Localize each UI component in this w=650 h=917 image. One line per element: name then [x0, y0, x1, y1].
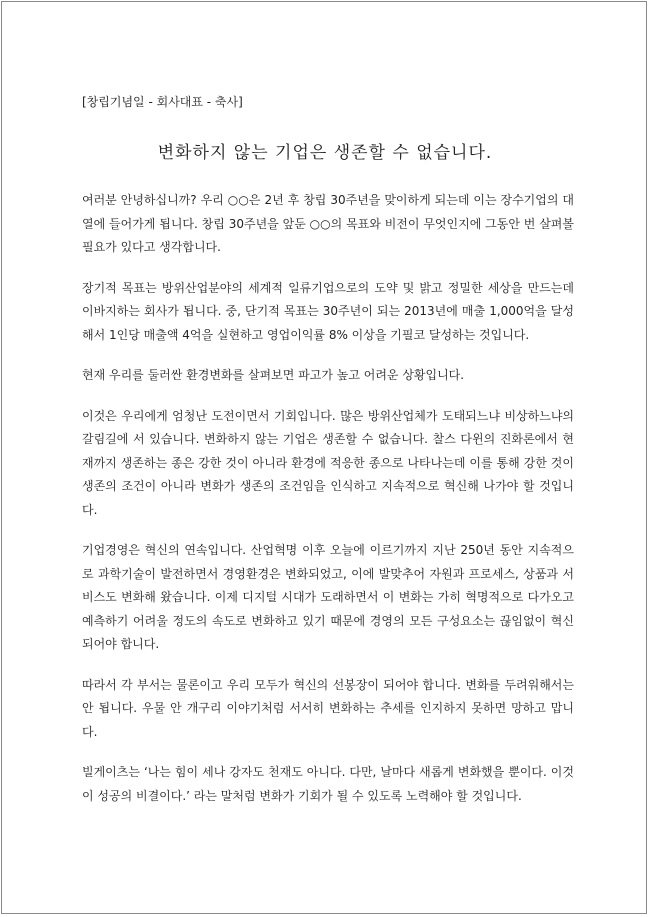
paragraph-innovation: 기업경영은 혁신의 연속입니다. 산업혁명 이후 오늘에 이르기까지 지난 250년 동안 지속적으로 과학기술이 발전하면서 경영환경은 변화되었고, 이에 발맞추어 자원과 프로세스, 상품과 서비스도 변화해 왔습니다. 이제 디지털 시대가 도래하면서 이 변화는 가히 혁명적으로 다가오고 예측하기 어려울 정도의 속도로 변화하고 있기 때문에 경영의 모든 구성요소는 끊임없이 혁신되어야 합니다. [82, 543, 574, 651]
paragraph-departments: 따라서 각 부서는 물론이고 우리 모두가 혁신의 선봉장이 되어야 합니다. 변화를 두려워해서는 안 됩니다. 우물 안 개구리 이야기처럼 서서히 변화하는 추세를 인지하지 못하면 망하고 맙니다. [82, 677, 574, 739]
document-page [1, 1, 647, 914]
speech-category: [창립기념일 - 회사대표 - 축사] [82, 95, 243, 109]
paragraph-environment: 현재 우리를 둘러싼 환경변화를 살펴보면 파고가 높고 어려운 상황입니다. [82, 368, 465, 382]
paragraph-goals: 장기적 목표는 방위산업분야의 세계적 일류기업으로의 도약 및 밝고 정밀한 세상을 만드는데 이바지하는 회사가 됩니다. 중, 단기적 목표는 30주년이 되는 2013년에 매출 1,000억을 달성해서 1인당 매출액 4억을 실현하고 영업이익률 8% 이상을 기필코 달성하는 것입니다. [82, 280, 574, 342]
document-body [82, 189, 574, 808]
document-title: 변화하지 않는 기업은 생존할 수 없습니다. [157, 143, 493, 163]
paragraph-greeting: 여러분 안녕하십니까? 우리 ○○은 2년 후 창립 30주년을 맞이하게 되는데 이는 장수기업의 대열에 들어가게 됩니다. 창립 30주년을 앞둔 ○○의 목표와 비전이 무엇인지에 그동안 번 살펴볼 필요가 있다고 생각합니다. [82, 193, 574, 254]
paragraph-challenge: 이것은 우리에게 엄청난 도전이면서 기회입니다. 많은 방위산업체가 도태되느냐 비상하느냐의 갈림길에 서 있습니다. 변화하지 않는 기업은 생존할 수 없습니다. 찰스 다윈의 진화론에서 현재까지 생존하는 종은 강한 것이 아니라 환경에 적응한 종으로 나타나는데 이를 통해 강한 것이 생존의 조건이 아니라 변화가 생존의 조건임을 인식하고 지속적으로 혁신해 나가야 할 것입니다. [82, 408, 574, 517]
paragraph-closing: 빌게이츠는 ‘나는 힘이 세나 강자도 천재도 아니다. 다만, 날마다 새롭게 변화했을 뿐이다. 이것이 성공의 비결이다.’ 라는 말처럼 변화가 기회가 될 수 있도록 노력해야 할 것입니다. [82, 765, 574, 803]
